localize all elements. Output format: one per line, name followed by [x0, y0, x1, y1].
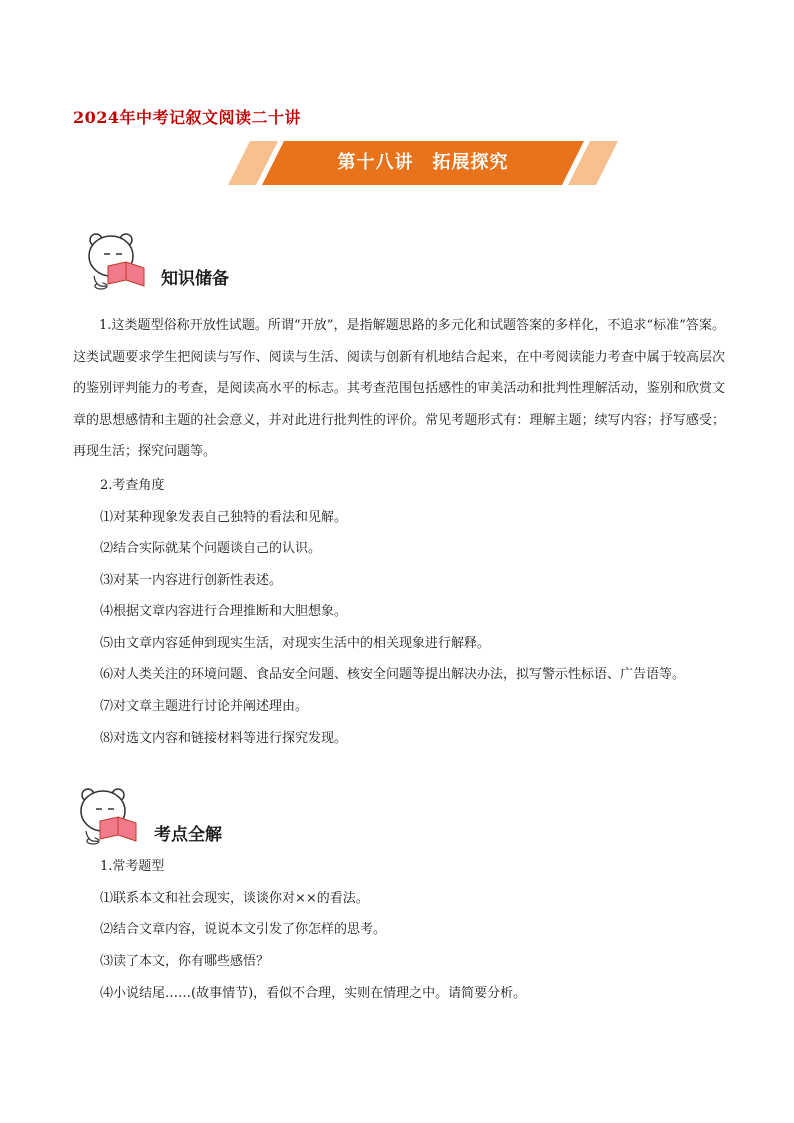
section-title-knowledge: 知识储备 — [161, 269, 229, 289]
document-title: 2024年中考记叙文阅读二十讲 — [73, 108, 302, 127]
section-title-exam-points: 考点全解 — [154, 825, 222, 845]
banner-title: 第十八讲 拓展探究 — [337, 152, 509, 173]
list-item: ⑷根据文章内容进行合理推断和大胆想象。 — [100, 604, 348, 619]
list-item: ⑷小说结尾……(故事情节)，看似不合理，实则在情理之中。请简要分析。 — [100, 986, 527, 1001]
section-header-exam-points — [78, 783, 278, 853]
subheading-common-types: 1.常考题型 — [100, 859, 165, 874]
list-item: ⑵结合实际就某个问题谈自己的认识。 — [100, 541, 322, 556]
list-item: ⑶对某一内容进行创新性表述。 — [100, 573, 283, 588]
list-item: ⑴联系本文和社会现实，谈谈你对××的看法。 — [100, 891, 369, 906]
list-item: ⑺对文章主题进行讨论并阐述理由。 — [100, 699, 309, 714]
bear-reading-book-icon — [86, 228, 156, 292]
lecture-banner — [228, 141, 618, 185]
section-header-knowledge — [86, 228, 286, 298]
bear-reading-book-icon — [78, 783, 148, 847]
list-item: ⑵结合文章内容，说说本文引发了你怎样的思考。 — [100, 922, 387, 937]
intro-paragraph: 1.这类题型俗称开放性试题。所谓“开放”，是指解题思路的多元化和试题答案的多样化，不追求“标准”答案。这类试题要求学生把阅读与写作、阅读与生活、阅读与创新有机地结合起来，在中考阅读能力考查中属于较高层次的鉴别评判能力的考查，是阅读高水平的标志。其考查范围包括感性的审美活动和批判性理解活动，鉴别和欣赏文章的思想感情和主题的社会意义，并对此进行批判性的评价。常见考题形式有：理解主题；续写内容；抒写感受；再现生活；探究问题等。 — [73, 318, 725, 459]
list-item: ⑶读了本文，你有哪些感悟？ — [100, 954, 270, 969]
list-item: ⑸由文章内容延伸到现实生活，对现实生活中的相关现象进行解释。 — [100, 636, 491, 651]
list-item: ⑹对人类关注的环境问题、食品安全问题、核安全问题等提出解决办法，拟写警示性标语、广告语等。 — [100, 667, 686, 682]
list-item: ⑻对选文内容和链接材料等进行探究发现。 — [100, 731, 348, 746]
list-item: ⑴对某种现象发表自己独特的看法和见解。 — [100, 510, 348, 525]
subheading-exam-angles: 2.考查角度 — [100, 478, 165, 493]
